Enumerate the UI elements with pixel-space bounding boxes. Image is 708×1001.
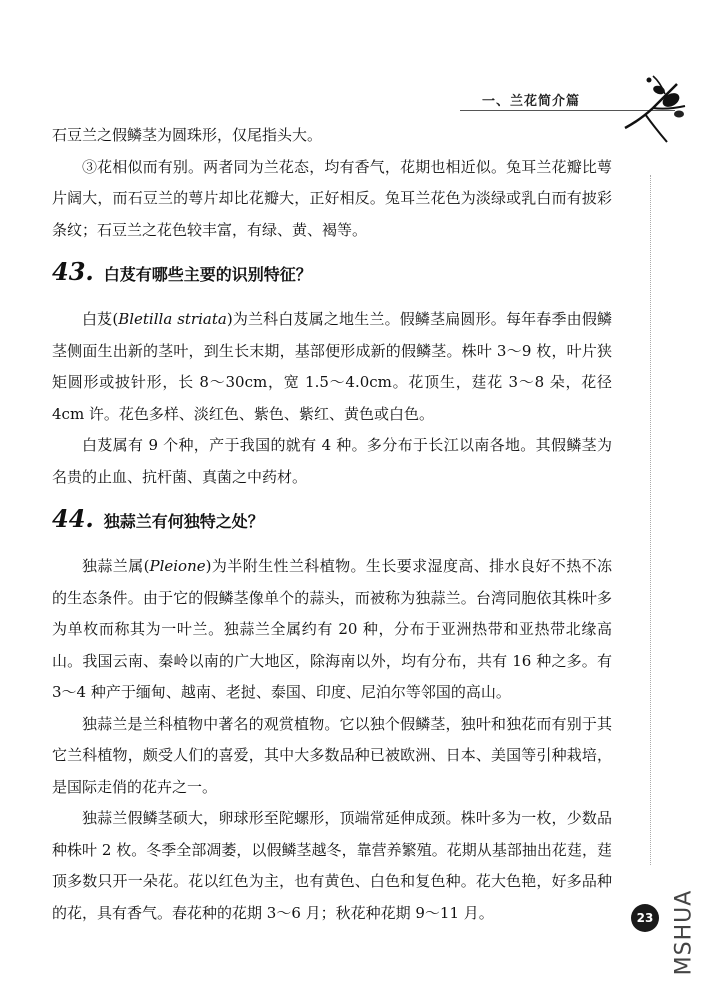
body-paragraph <box>52 551 612 709</box>
body-paragraph: 白芨属有 9 个种，产于我国的就有 4 种。多分布于长江以南各地。其假鳞茎为名贵的止血、抗杆菌、真菌之中药材。 <box>52 436 612 486</box>
page-number: 23 <box>631 904 659 932</box>
continuation-paragraph: 石豆兰之假鳞茎为圆珠形，仅尾指头大。 <box>52 126 323 144</box>
section-heading-44 <box>52 503 612 543</box>
watermark <box>664 870 704 995</box>
text-span: 白芨( <box>82 310 119 328</box>
text-span: )为半附生性兰科植物。生长要求湿度高、排水良好不热不冻的生态条件。由于它的假鳞茎像单个的蒜头，而被称为独蒜兰。台湾同胞依其株叶多为单枚而称其为一叶兰。独蒜兰全属约有 20 种，分布于亚洲热带和亚热带北缘高山。我国云南、秦岭以南的广大地区，除海南以外，均有分布，共有 16 种之多。有 3～4 种产于缅甸、越南、老挝、泰国、印度、尼泊尔等邻国的高山。 <box>52 557 613 701</box>
section-title: 白芨有哪些主要的识别特征？ <box>103 265 312 284</box>
section-number: 43. <box>52 257 94 286</box>
text-span: 独蒜兰属( <box>82 557 150 575</box>
body-paragraph: ③花相似而有别。两者同为兰花态，均有香气，花期也相近似。兔耳兰花瓣比萼片阔大，而石豆兰的萼片却比花瓣大，正好相反。兔耳兰花色为淡绿或乳白而有披彩条纹；石豆兰之花色较丰富，有绿、黄、褐等。 <box>52 157 612 239</box>
section-title: 独蒜兰有何独特之处？ <box>103 512 264 531</box>
text-span: )为兰科白芨属之地生兰。假鳞茎扁圆形。每年春季由假鳞茎侧面生出新的茎叶，到生长末期，基部便形成新的假鳞茎。株叶 3～9 枚，叶片狭矩圆形或披针形，长 8～30cm，宽 1.5～4.0cm。花顶生，莛花 3～8 朵，花径 4cm 许。花色多样、淡红色、紫色、紫红、黄色或白色。 <box>52 310 612 423</box>
page-body <box>52 120 612 929</box>
section-heading-43 <box>52 256 612 296</box>
watermark-text: MSHUA <box>671 889 697 976</box>
latin-name: Pleione <box>149 557 206 575</box>
body-paragraph: 独蒜兰是兰科植物中著名的观赏植物。它以独个假鳞茎，独叶和独花而有别于其它兰科植物，颇受人们的喜爱，其中大多数品种已被欧洲、日本、美国等引种栽培，是国际走俏的花卉之一。 <box>52 714 612 796</box>
header-title: 一、兰花简介篇 <box>482 94 581 109</box>
latin-name: Bletilla striata <box>118 310 227 328</box>
body-paragraph: 独蒜兰假鳞茎硕大，卵球形至陀螺形，顶端常延伸成颈。株叶多为一枚，少数品种株叶 2 枚。冬季全部凋萎，以假鳞茎越冬，靠营养繁殖。花期从基部抽出花莛，莛顶多数只开一朵花。花以红色为主，也有黄色、白色和复色种。花大色艳，好多品种的花，具有香气。春花种的花期 3～6 月；秋花种花期 9～11 月。 <box>52 809 612 922</box>
body-paragraph <box>52 304 612 430</box>
orchid-sprig-icon <box>605 70 695 150</box>
margin-dotted-rule <box>650 175 651 865</box>
section-number: 44. <box>52 504 94 533</box>
